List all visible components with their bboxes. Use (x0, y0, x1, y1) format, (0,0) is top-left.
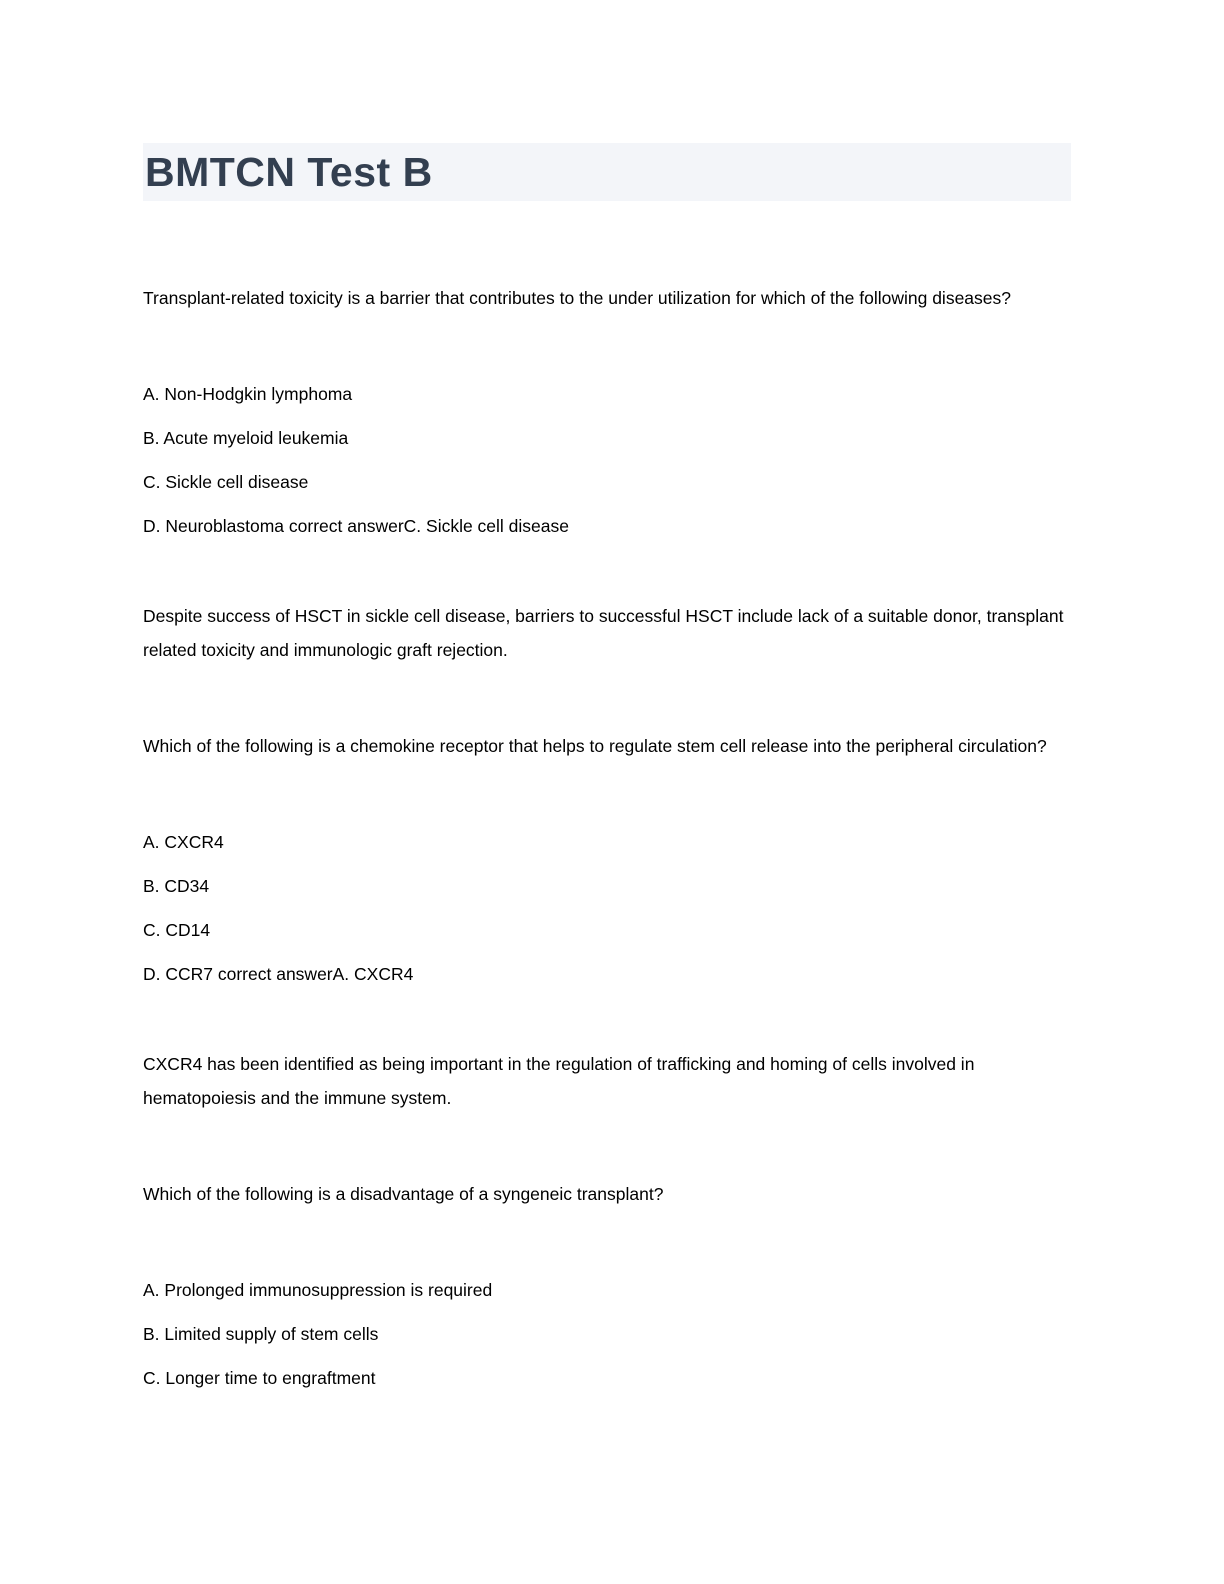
option-text: B. CD34 (143, 876, 210, 896)
option-text: A. Prolonged immunosuppression is required (143, 1280, 493, 1300)
rationale-text: CXCR4 has been identified as being important in the regulation of trafficking and homing of cells involved in hematopoiesis and the immune system. (143, 1054, 975, 1108)
title-banner (143, 143, 1071, 201)
option-text: C. Sickle cell disease (143, 472, 309, 492)
option-text: A. Non-Hodgkin lymphoma (143, 384, 353, 404)
question-text: Transplant-related toxicity is a barrier that contributes to the under utilization for which of the following diseases? (143, 288, 1011, 308)
rationale-text: Despite success of HSCT in sickle cell disease, barriers to successful HSCT include lack of a suitable donor, transplant related toxicity and immunologic graft rejection. (143, 606, 1064, 660)
option-text: D. Neuroblastoma correct answerC. Sickle cell disease (143, 516, 569, 536)
option-text: D. CCR7 correct answerA. CXCR4 (143, 964, 414, 984)
option-text: A. CXCR4 (143, 832, 224, 852)
question-block (143, 729, 1068, 1115)
option-text: B. Acute myeloid leukemia (143, 428, 349, 448)
option-text: C. Longer time to engraftment (143, 1368, 376, 1388)
question-block (143, 281, 1068, 667)
question-text: Which of the following is a chemokine receptor that helps to regulate stem cell release into the peripheral circulation? (143, 736, 1047, 756)
option-text: B. Limited supply of stem cells (143, 1324, 379, 1344)
document-content (143, 281, 1068, 1395)
question-text: Which of the following is a disadvantage of a syngeneic transplant? (143, 1184, 664, 1204)
option-text: C. CD14 (143, 920, 211, 940)
question-block (143, 1177, 1068, 1395)
page-title: BMTCN Test B (145, 148, 433, 195)
